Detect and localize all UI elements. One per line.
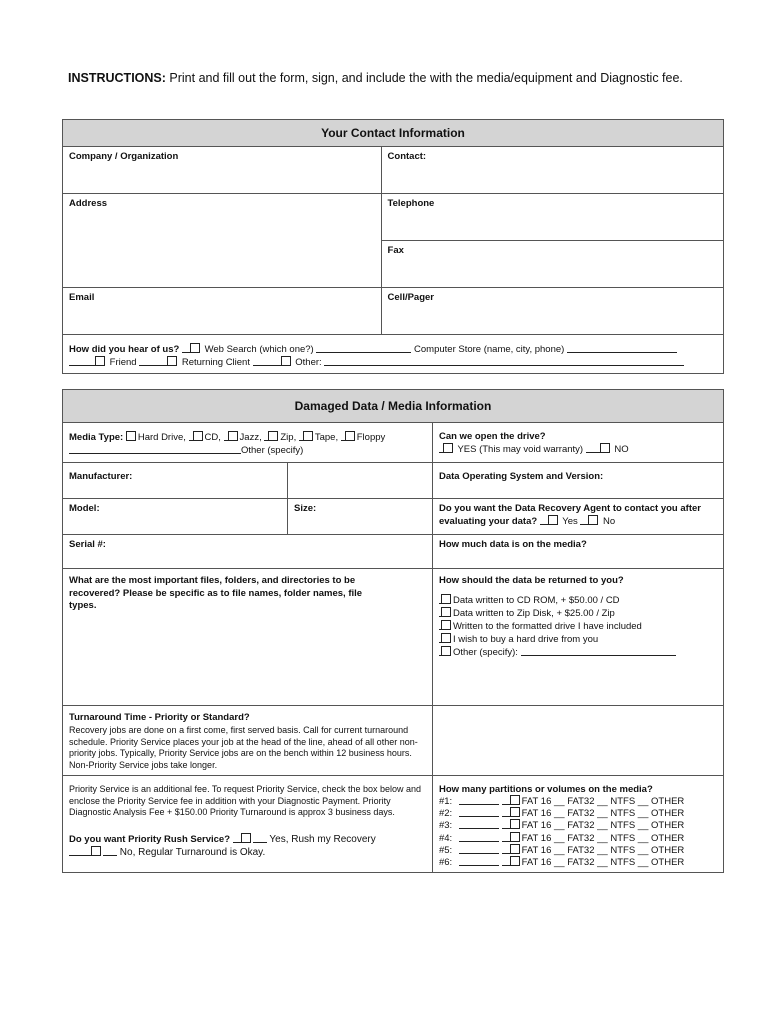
partition-size-line[interactable] [459,844,499,854]
email-field[interactable] [63,288,382,335]
fat16-option: FAT 16 [521,808,552,820]
hear-label: How did you hear of us? [69,344,180,355]
telephone-label: Telephone [387,198,435,209]
telephone-field[interactable] [381,194,723,241]
fax-label: Fax [387,245,404,256]
return-option-label: Data written to CD ROM, + $50.00 / CD [452,595,620,606]
open-drive-cell [432,423,723,463]
partition-checkbox[interactable] [510,856,520,866]
referral-row [63,335,724,374]
media-other-line[interactable] [69,444,241,454]
media-type-label: Media Type: [69,432,124,443]
media-type-hard-drive: Hard Drive, [137,432,186,443]
os-version-field[interactable] [432,463,723,499]
instructions [68,70,708,86]
fat16-option: FAT 16 [521,796,552,807]
open-drive-question: Can we open the drive? [438,431,546,442]
partitions-title: How many partitions or volumes on the media? [438,784,653,795]
partition-checkbox[interactable] [510,795,520,805]
return-option [439,607,717,620]
media-info-table [62,389,724,873]
contact-field[interactable] [381,147,723,194]
partition-size-line[interactable] [459,856,499,866]
other-source-checkbox[interactable] [281,356,291,366]
rush-yes-label: Yes, Rush my Recovery [269,833,376,845]
return-other-checkbox[interactable] [441,646,451,656]
partitions-cell [432,776,723,873]
return-option [439,594,717,607]
partition-size-line[interactable] [459,807,499,817]
cell-field[interactable] [381,288,723,335]
partition-row: #5: FAT 16 __ FAT32 __ NTFS __ OTHER [438,844,685,856]
other-option: OTHER [651,857,685,869]
other-option: OTHER [651,820,685,832]
partition-row: #4: FAT 16 __ FAT32 __ NTFS __ OTHER [438,832,685,844]
turnaround-cell [63,706,433,776]
partition-number: #1: [438,796,453,807]
return-option [439,620,717,633]
priority-text: Priority Service is an additional fee. To request Priority Service, check the box below and enclose the Priority Service fee in addition with your Diagnostic Payment. Priority Diagnostic Analysis Fee + $150.00 Priority Turnaround is approx 3 business days. [69,784,422,817]
return-other-line[interactable] [521,646,676,656]
manufacturer-extra-field[interactable] [287,463,432,499]
partition-size-line[interactable] [459,795,499,805]
contact-agent-question-line1: Do you want the Data Recovery Agent to contact you after [438,503,701,514]
address-field[interactable] [63,194,382,288]
partition-size-line[interactable] [459,819,499,829]
web-search-checkbox[interactable] [190,343,200,353]
data-amount-label: How much data is on the media? [438,539,587,550]
partition-type-line[interactable] [502,795,510,805]
return-formatted-drive-checkbox[interactable] [441,620,451,630]
contact-info-table [62,119,724,374]
ntfs-option: NTFS [610,832,636,844]
partition-type-line[interactable] [502,819,510,829]
contact-agent-yes-checkbox[interactable] [548,515,558,525]
rush-no-checkbox[interactable] [91,846,101,856]
partition-row: #6: FAT 16 __ FAT32 __ NTFS __ OTHER [438,857,685,869]
ntfs-option: NTFS [610,857,636,869]
fat16-option: FAT 16 [521,820,552,832]
return-buy-drive-checkbox[interactable] [441,633,451,643]
rush-no-label: No, Regular Turnaround is Okay. [119,846,266,858]
partition-row: #3: FAT 16 __ FAT32 __ NTFS __ OTHER [438,820,685,832]
fat32-option: FAT32 [567,844,595,856]
partition-checkbox[interactable] [510,819,520,829]
cell-label: Cell/Pager [387,292,434,303]
instructions-text: Print and fill out the form, sign, and include the with the media/equipment and Diagnostic fee. [165,71,683,85]
return-cd-checkbox[interactable] [441,594,451,604]
web-search-label: Web Search (which one?) [204,344,314,355]
partition-number: #2: [438,808,453,820]
fat32-option: FAT32 [567,796,595,807]
media-other-label: Other (specify) [241,445,304,456]
ntfs-option: NTFS [610,796,636,807]
contact-agent-no-checkbox[interactable] [588,515,598,525]
contact-agent-cell [432,499,723,535]
company-label: Company / Organization [69,151,179,162]
important-files-label: What are the most important files, folders, and directories to be recovered? Please be specific as to file names, folder names, file types. [69,575,363,611]
ntfs-option: NTFS [610,820,636,832]
size-label: Size: [293,503,317,514]
serial-field[interactable] [63,535,433,569]
other-option: OTHER [651,808,685,820]
ntfs-option: NTFS [610,808,636,820]
tape-checkbox[interactable] [303,431,313,441]
friend-label: Friend [109,357,137,368]
media-type-cell [63,423,433,463]
partition-type-line[interactable] [502,856,510,866]
turnaround-title: Turnaround Time - Priority or Standard? [69,712,250,723]
os-version-label: Data Operating System and Version: [438,471,604,482]
return-question: How should the data be returned to you? [438,575,624,586]
rush-yes-checkbox[interactable] [241,833,251,843]
fat16-option: FAT 16 [521,832,552,844]
instructions-label: INSTRUCTIONS: [68,71,166,85]
partition-number: #3: [438,820,453,832]
returning-client-checkbox[interactable] [167,356,177,366]
manufacturer-label: Manufacturer: [69,471,133,482]
fat32-option: FAT32 [567,857,595,869]
media-type-zip: Zip, [280,432,297,443]
media-type-cd: CD, [204,432,221,443]
size-field[interactable] [287,499,432,535]
fat16-option: FAT 16 [521,857,552,869]
partition-number: #5: [438,844,453,856]
partition-number: #6: [438,857,453,869]
return-option [439,633,717,646]
contact-agent-yes-label: Yes [562,516,578,527]
zip-checkbox[interactable] [268,431,278,441]
fat32-option: FAT32 [567,808,595,820]
fat16-option: FAT 16 [521,844,552,856]
fat32-option: FAT32 [567,832,595,844]
floppy-checkbox[interactable] [345,431,355,441]
return-zip-checkbox[interactable] [441,607,451,617]
partition-row: #2: FAT 16 __ FAT32 __ NTFS __ OTHER [438,808,685,820]
data-amount-field[interactable] [432,535,723,569]
turnaround-blank-cell [432,706,723,776]
rush-options [69,833,426,859]
return-option-label: Other (specify): [452,647,518,658]
jazz-checkbox[interactable] [228,431,238,441]
partition-rows [439,795,717,868]
email-label: Email [69,292,95,303]
model-label: Model: [69,503,100,514]
return-option-label: I wish to buy a hard drive from you [452,634,599,645]
address-label: Address [69,198,108,209]
partition-type-line[interactable] [502,807,510,817]
fat32-option: FAT32 [567,820,595,832]
company-field[interactable] [63,147,382,194]
serial-label: Serial #: [69,539,106,550]
open-drive-no-checkbox[interactable] [600,443,610,453]
contact-agent-question-line2: evaluating your data? [438,516,538,527]
media-section-title: Damaged Data / Media Information [63,390,724,423]
other-option: OTHER [651,832,685,844]
computer-store-label: Computer Store (name, city, phone) [414,344,565,355]
open-drive-no-label: NO [614,444,629,455]
contact-section-title: Your Contact Information [63,120,724,147]
return-method-cell [432,569,723,706]
friend-checkbox[interactable] [95,356,105,366]
return-option [439,646,717,659]
other-option: OTHER [651,796,685,807]
partition-row: #1: FAT 16 __ FAT32 __ NTFS __ OTHER [438,796,685,807]
model-field[interactable] [63,499,288,535]
partition-checkbox[interactable] [510,844,520,854]
returning-client-label: Returning Client [181,357,250,368]
rush-question: Do you want Priority Rush Service? [69,833,231,845]
cd-checkbox[interactable] [193,431,203,441]
partition-number: #4: [438,832,453,844]
manufacturer-field[interactable] [63,463,288,499]
partition-checkbox[interactable] [510,832,520,842]
partition-type-line[interactable] [502,832,510,842]
partition-size-line[interactable] [459,832,499,842]
other-source-label: Other: [295,357,322,368]
ntfs-option: NTFS [610,844,636,856]
partition-checkbox[interactable] [510,807,520,817]
priority-cell [63,776,433,873]
media-type-tape: Tape, [314,432,339,443]
partition-type-line[interactable] [502,844,510,854]
open-drive-yes-label: YES (This may void warranty) [457,444,584,455]
hard-drive-checkbox[interactable] [126,431,136,441]
other-source-line[interactable] [324,356,684,366]
media-type-jazz: Jazz, [239,432,262,443]
open-drive-yes-checkbox[interactable] [443,443,453,453]
important-files-field[interactable] [63,569,433,706]
turnaround-text: Recovery jobs are done on a first come, first served basis. Call for current turnaround schedule. Priority Service places your job at the head of the line, ahead of all other non-priority jobs. Typically, Priority Service jobs are on the bench within 12 business hours. Non-Priority Service jobs take longer. [69,725,418,770]
contact-agent-no-label: No [603,516,616,527]
media-type-floppy: Floppy [356,432,386,443]
fax-field[interactable] [381,241,723,288]
other-option: OTHER [651,844,685,856]
return-option-label: Written to the formatted drive I have included [452,621,642,632]
return-option-label: Data written to Zip Disk, + $25.00 / Zip [452,608,615,619]
contact-label: Contact: [387,151,427,162]
